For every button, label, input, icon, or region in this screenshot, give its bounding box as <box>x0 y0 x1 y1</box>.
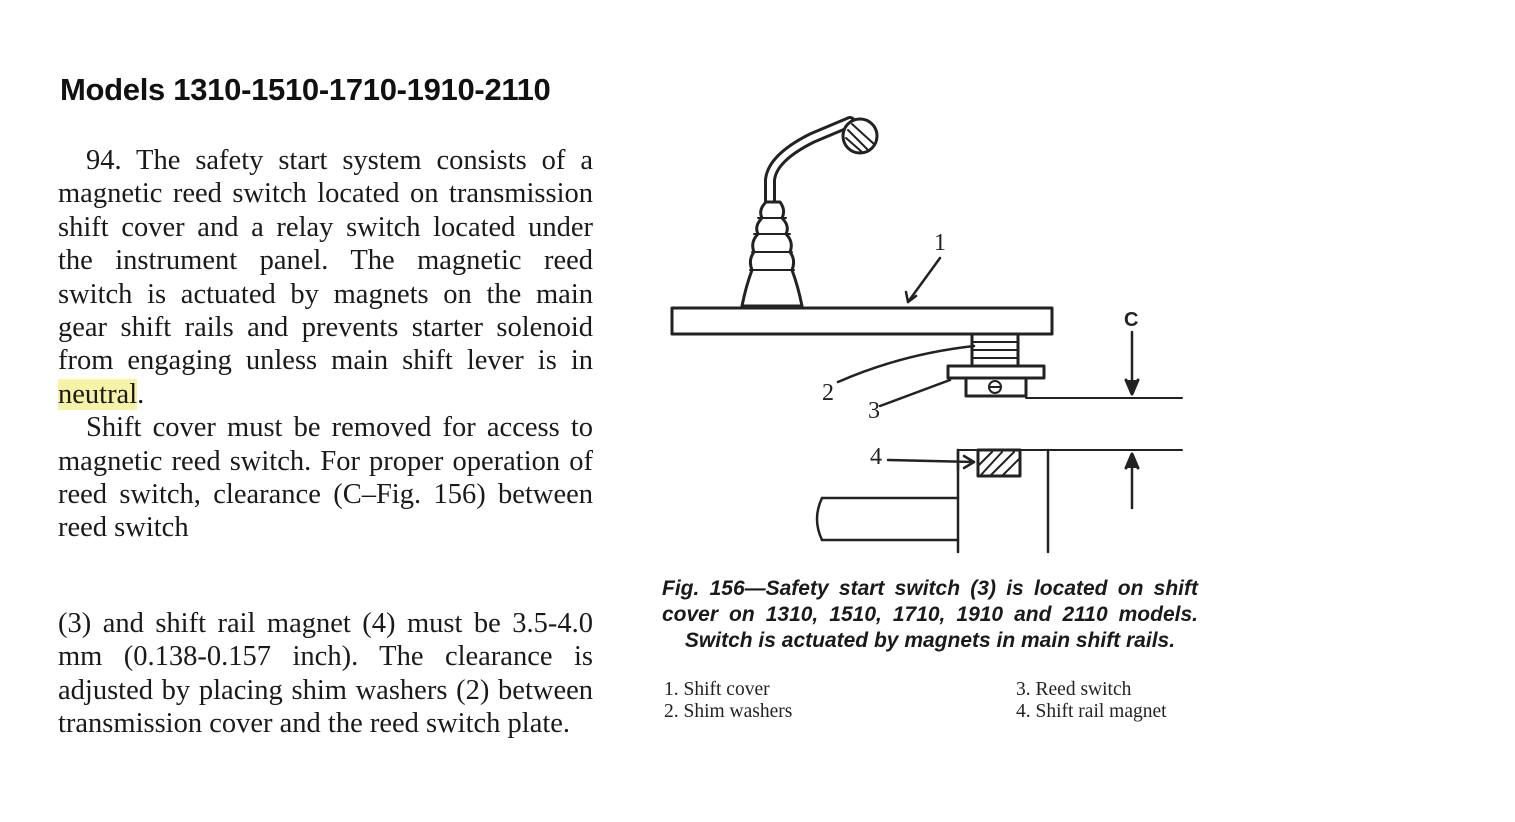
figure-caption: Fig. 156—Safety start switch (3) is located on shift cover on 1310, 1510, 1710, 1910 and 2110 models. Switch is actuated by magnets in main shift rails. <box>662 577 1198 652</box>
highlighted-word: neutral <box>58 378 138 410</box>
section-heading: Models 1310-1510-1710-1910-2110 <box>60 72 551 107</box>
shift-cover-plate <box>672 308 1052 334</box>
body-text-column-bottom <box>58 607 593 741</box>
paragraph-94-end: . <box>137 378 145 410</box>
paragraph-94 <box>58 144 593 411</box>
figure-legend-left <box>664 679 792 723</box>
legend-item: 1. Shift cover <box>664 679 770 700</box>
reed-switch-plate <box>948 366 1044 378</box>
leader-4 <box>888 460 974 462</box>
shift-lever-knob <box>843 119 877 153</box>
leader-1 <box>908 258 940 302</box>
label-c: C <box>1124 309 1139 331</box>
legend-item: 2. Shim washers <box>664 701 793 722</box>
safety-start-switch-diagram <box>662 110 1192 560</box>
figure-legend-right <box>1016 679 1167 723</box>
label-2: 2 <box>822 380 834 406</box>
label-4: 4 <box>870 444 882 470</box>
label-3: 3 <box>868 398 880 424</box>
body-text-column-top <box>58 144 593 545</box>
paragraph-shift-cover: Shift cover must be removed for access to magnetic reed switch. For proper operation of reed switch, clearance (C–Fig. 156) between reed switch <box>58 412 593 544</box>
paragraph-94-text: 94. The safety start system consists of a magnetic reed switch located on transmission shift cover and a relay switch located under the instrument panel. The magnetic reed switch is actuated by magnets on the main gear shift rails and prevents starter solenoid from engaging unless main shift lever is in <box>58 145 593 377</box>
label-1: 1 <box>934 230 946 256</box>
leader-3 <box>880 380 950 406</box>
paragraph-clearance: (3) and shift rail magnet (4) must be 3.5-4.0 mm (0.138-0.157 inch). The clearance is adjusted by placing shim washers (2) between transmission cover and the reed switch plate. <box>58 608 593 740</box>
legend-item: 3. Reed switch <box>1016 679 1132 700</box>
legend-item: 4. Shift rail magnet <box>1016 701 1167 722</box>
